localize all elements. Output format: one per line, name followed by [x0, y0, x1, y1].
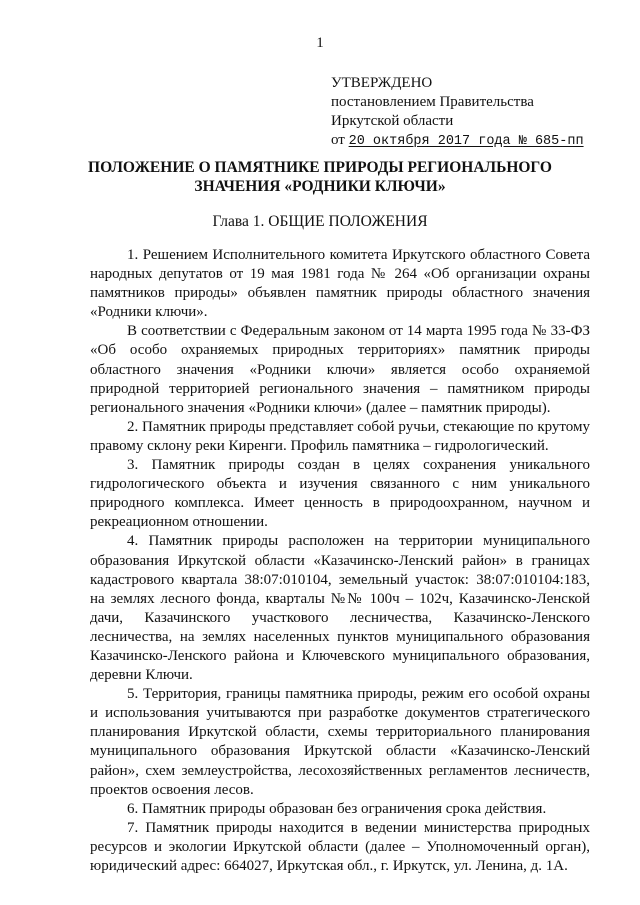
document-title-line-2: ЗНАЧЕНИЯ «РОДНИКИ КЛЮЧИ» [194, 178, 446, 195]
document-title [0, 158, 640, 196]
approval-date-number: 20 октября 2017 года № 685-пп [348, 134, 584, 149]
approval-resolution: постановлением Правительства [331, 94, 534, 110]
approval-block [331, 74, 631, 151]
approval-date-prefix: от [331, 132, 345, 148]
approval-authority: Иркутской области [331, 113, 454, 129]
paragraph-6: 6. Памятник природы образован без ограничения срока действия. [127, 800, 547, 817]
paragraph-5: 5. Территория, границы памятника природы, режим его особой охраны и использования учитываются при разработке документов стратегического планирования Иркутской области, схемы территориального планирования муниципального образования Иркутской области «Казачинско-Ленский район», схем землеустройства, лесохозяйственных регламентов лесничеств, проектов освоения лесов. [90, 686, 590, 798]
paragraph-1-continued: В соответствии с Федеральным законом от 14 марта 1995 года № 33-ФЗ «Об особо охраняемых природных территориях» памятник природы областного значения «Родники ключи» является особо охраняемой природной территорией регионального значения – памятником природы регионального значения «Родники ключи» (далее – памятник природы). [90, 323, 590, 416]
page-number: 1 [316, 35, 324, 51]
approval-heading: УТВЕРЖДЕНО [331, 75, 433, 91]
paragraph-4: 4. Памятник природы расположен на территории муниципального образования Иркутской области «Казачинско-Ленский район» в границах кадастрового квартала 38:07:010104, земельный участок: 38:07:010104:183, на землях лесного фонда, кварталы №№ 100ч – 102ч, Казачинско-Ленской дачи, Казачинского участкового лесничества, Казачинско-Ленского лесничества, на землях населенных пунктов муниципального образования Казачинско-Ленского района и Ключевского муниципального образования, деревни Ключи. [90, 533, 590, 684]
paragraph-7: 7. Памятник природы находится в ведении министерства природных ресурсов и экологии Иркутской области (далее – Уполномоченный орган), юридический адрес: 664027, Иркутская обл., г. Иркутск, ул. Ленина, д. 1А. [90, 819, 590, 874]
document-body [90, 246, 590, 876]
paragraph-2: 2. Памятник природы представляет собой ручьи, стекающие по крутому правому склону реки Киренги. Профиль памятника – гидрологический. [90, 418, 590, 454]
document-title-line-1: ПОЛОЖЕНИЕ О ПАМЯТНИКЕ ПРИРОДЫ РЕГИОНАЛЬНОГО [88, 159, 552, 176]
paragraph-3: 3. Памятник природы создан в целях сохранения уникального гидрологического объекта и изучения связанного с ним уникального природного комплекса. Имеет ценность в природоохранном, научном и рекреационном отношении. [90, 457, 590, 531]
approval-date-line [331, 131, 631, 151]
paragraph-1: 1. Решением Исполнительного комитета Иркутского областного Совета народных депутатов от 19 мая 1981 года № 264 «Об организации охраны памятников природы» объявлен памятник природы областного значения «Родники ключи». [90, 247, 590, 321]
chapter-heading: Глава 1. ОБЩИЕ ПОЛОЖЕНИЯ [212, 213, 428, 230]
